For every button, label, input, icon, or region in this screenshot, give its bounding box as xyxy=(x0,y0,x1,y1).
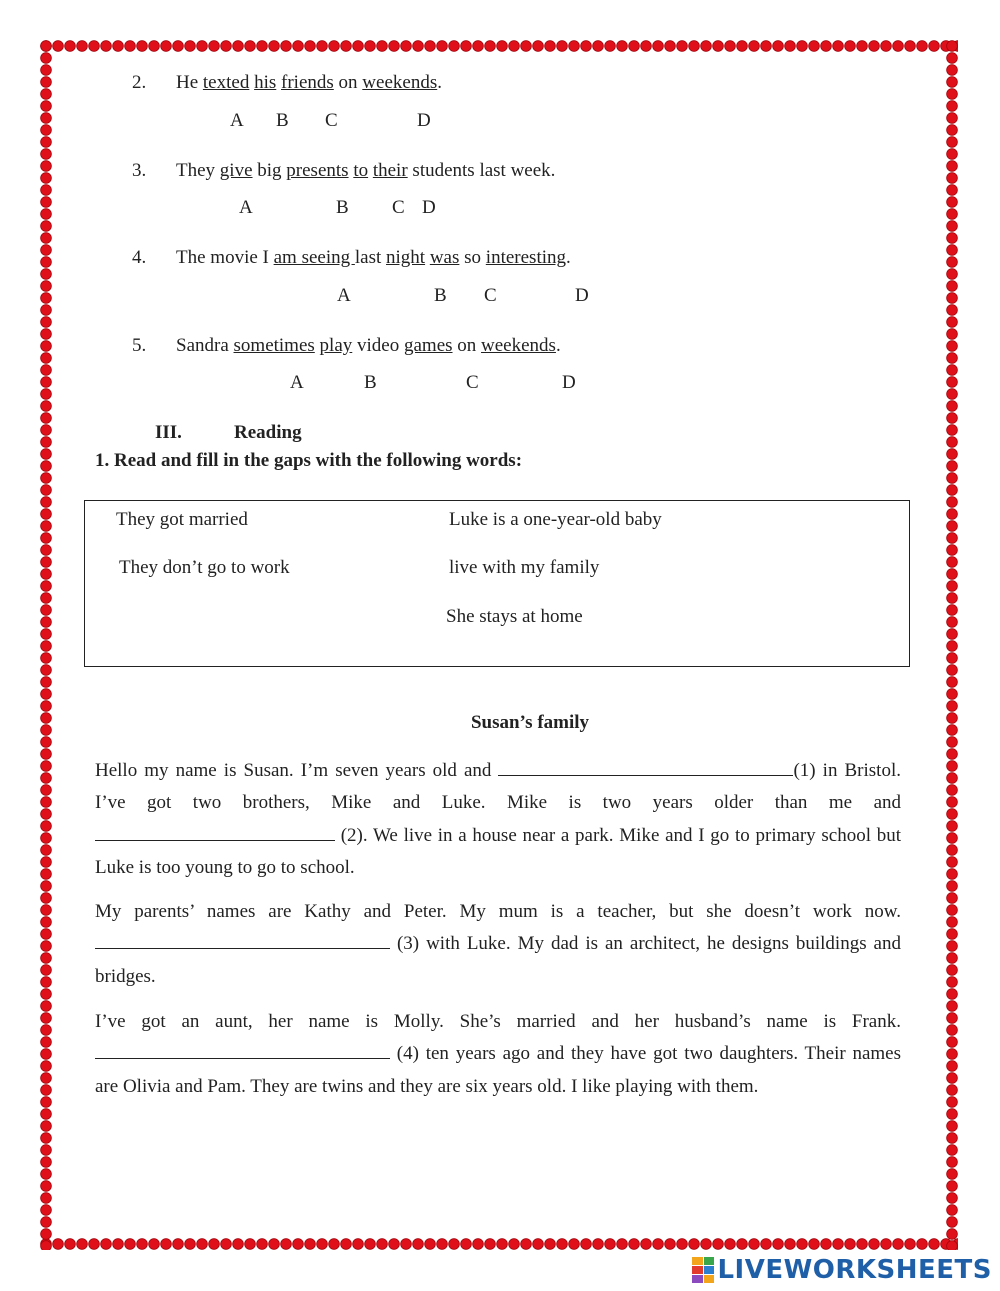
question-text: The movie I am seeing last night was so interesting. xyxy=(176,247,571,268)
letter-b: B xyxy=(336,197,349,218)
letter-c: C xyxy=(466,372,479,393)
answer-blank-2[interactable] xyxy=(95,822,335,841)
answer-blank-1[interactable] xyxy=(498,757,793,776)
question-text: He texted his friends on weekends. xyxy=(176,72,442,93)
paragraph-2: My parents’ names are Kathy and Peter. My mum is a teacher, but she doesn’t work now. (3) with Luke. My dad is an architect, he designs buildings and bridges. xyxy=(95,901,901,987)
question-number: 5. xyxy=(132,335,147,356)
story-title: Susan’s family xyxy=(470,712,590,733)
paragraph-3: I’ve got an aunt, her name is Molly. She’s married and her husband’s name is Frank. (4) ten years ago and they have got two daughters. Their names are Olivia and Pam. They are twins and they are six years old. I like playing with them. xyxy=(95,1011,901,1097)
word-option: She stays at home xyxy=(446,606,583,627)
answer-blank-3[interactable] xyxy=(95,930,390,949)
letter-d: D xyxy=(575,285,589,306)
liveworksheets-logo: LIVEWORKSHEETS xyxy=(692,1255,992,1285)
letter-a: A xyxy=(230,110,244,131)
word-option: They don’t go to work xyxy=(119,557,290,578)
letter-c: C xyxy=(484,285,497,306)
letter-a: A xyxy=(337,285,351,306)
letter-a: A xyxy=(239,197,253,218)
letter-d: D xyxy=(562,372,576,393)
letter-d: D xyxy=(422,197,436,218)
decorative-border-bottom xyxy=(40,1238,958,1250)
section-title: Reading xyxy=(234,422,302,443)
instruction: 1. Read and fill in the gaps with the following words: xyxy=(95,450,523,471)
question-text: Sandra sometimes play video games on weekends. xyxy=(176,335,561,356)
word-option: They got married xyxy=(116,509,248,530)
word-box xyxy=(84,500,910,667)
decorative-border-top xyxy=(40,40,958,52)
letter-c: C xyxy=(392,197,405,218)
word-option: live with my family xyxy=(449,557,600,578)
letter-c: C xyxy=(325,110,338,131)
word-option: Luke is a one-year-old baby xyxy=(449,509,662,530)
letter-b: B xyxy=(364,372,377,393)
decorative-border-left xyxy=(40,40,52,1250)
question-number: 3. xyxy=(132,160,147,181)
paragraph-1: Hello my name is Susan. I’m seven years old and (1) in Bristol. I’ve got two brothers, Mike and Luke. Mike is two years older than me and (2). We live in a house near a park. Mike and I go to primary school but Luke is too young to go to school. xyxy=(95,755,901,884)
section-numeral: III. xyxy=(155,422,182,443)
question-text: They give big presents to their students last week. xyxy=(176,160,556,181)
letter-a: A xyxy=(290,372,304,393)
question-number: 4. xyxy=(132,247,147,268)
question-number: 2. xyxy=(132,72,147,93)
logo-icon xyxy=(692,1257,714,1283)
decorative-border-right xyxy=(946,40,958,1250)
answer-blank-4[interactable] xyxy=(95,1040,390,1059)
letter-b: B xyxy=(434,285,447,306)
letter-b: B xyxy=(276,110,289,131)
letter-d: D xyxy=(417,110,431,131)
